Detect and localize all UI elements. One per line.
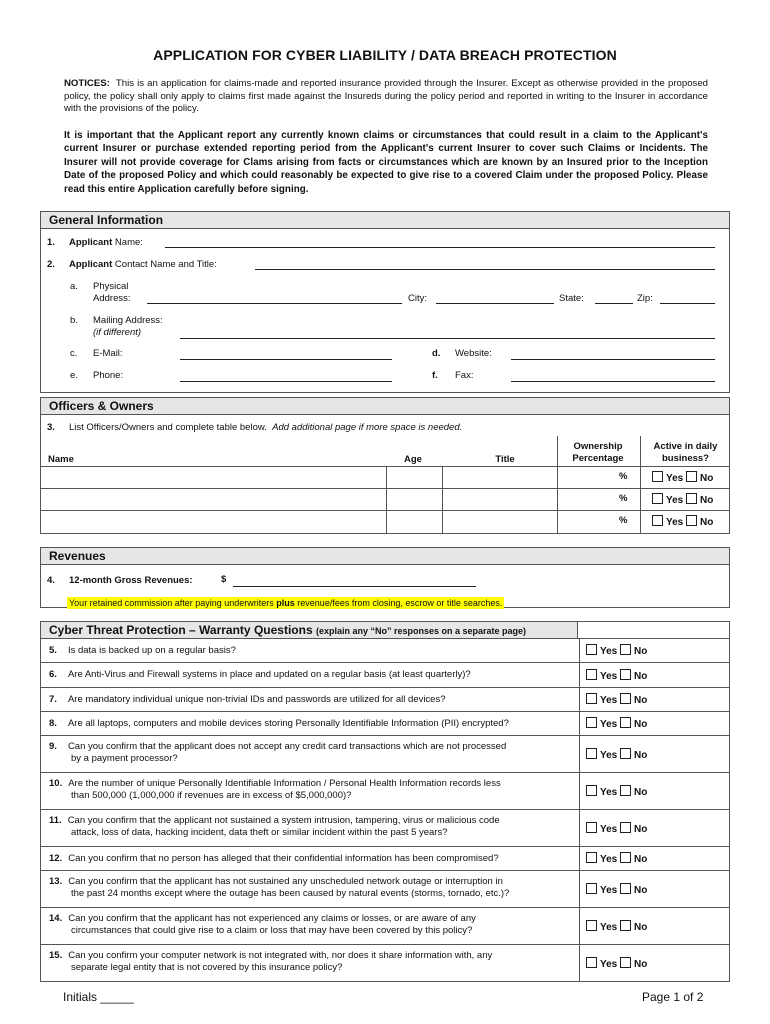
q3-number: 3. xyxy=(47,422,55,433)
yes-no-cell xyxy=(579,810,648,846)
city-label: City: xyxy=(408,293,427,304)
applicant-contact-field[interactable] xyxy=(255,269,715,270)
column-header-active: Active in daily business? xyxy=(653,441,718,464)
question-number: 14. xyxy=(49,913,63,924)
question-line-2: attack, loss of data, hacking incident, data theft or similar incident within the past 5 years? xyxy=(71,827,448,838)
yes-no-cell xyxy=(579,736,648,772)
yes-no-cell xyxy=(579,847,648,870)
yes-checkbox[interactable] xyxy=(652,493,663,504)
ownership-percent-sign: % xyxy=(619,515,628,526)
officer-title-cell[interactable] xyxy=(443,510,557,532)
yes-no-cell xyxy=(579,945,648,981)
q4-number: 4. xyxy=(47,575,55,586)
no-checkbox[interactable] xyxy=(620,748,631,759)
no-label: No xyxy=(634,670,648,682)
yes-no-cell xyxy=(579,712,648,735)
question-number: 5. xyxy=(49,645,57,656)
warranty-question-text xyxy=(49,853,499,865)
yes-label: Yes xyxy=(600,921,618,933)
question-line-2: than 500,000 (1,000,000 if revenues are in excess of $5,000,000)? xyxy=(71,790,352,801)
officers-table-divider xyxy=(640,436,641,534)
warranty-question-text xyxy=(49,815,500,839)
physical-address-label-line1: Physical xyxy=(93,281,129,292)
no-checkbox[interactable] xyxy=(620,717,631,728)
question-line-1: Is data is backed up on a regular basis? xyxy=(67,645,236,656)
question-number: 15. xyxy=(49,950,63,961)
website-letter: d. xyxy=(432,348,441,359)
question-line-1: Are Anti-Virus and Firewall systems in place and updated on a regular basis (at least quarterly)? xyxy=(67,669,471,680)
question-line-2: by a payment processor? xyxy=(71,753,178,764)
yes-no-cell xyxy=(579,688,648,711)
notice-label: NOTICES: xyxy=(64,78,110,89)
yes-checkbox[interactable] xyxy=(586,920,597,931)
ownership-percent-sign: % xyxy=(619,471,628,482)
warranty-question-text xyxy=(49,950,492,974)
yes-label: Yes xyxy=(600,958,618,970)
yes-checkbox[interactable] xyxy=(586,883,597,894)
no-checkbox[interactable] xyxy=(620,883,631,894)
question-number: 13. xyxy=(49,876,63,887)
no-checkbox[interactable] xyxy=(620,669,631,680)
dollar-sign: $ xyxy=(221,574,227,585)
phone-letter: e. xyxy=(70,370,78,381)
no-label: No xyxy=(634,786,648,798)
yes-label: Yes xyxy=(600,823,618,835)
warranty-question-text xyxy=(49,669,471,681)
yes-no-cell xyxy=(579,663,648,687)
warranty-header-blank xyxy=(578,621,730,639)
warranty-question-row xyxy=(40,908,730,945)
yes-label: Yes xyxy=(600,854,618,865)
q3-instruction: List Officers/Owners and complete table below. Add additional page if more space is needed. xyxy=(69,422,463,433)
question-line-1: Can you confirm your computer network is not integrated with, nor does it share information with, any xyxy=(68,950,493,961)
notice-bold-paragraph: It is important that the Applicant report any currently known claims or circumstances that could result in a claim to the Applicant's current Insurer or purchase extended reporting period from the Applicant's current Insurer to cover such Claims or Incidents. The Insurer will not provide coverage for Clams arising from facts or circumstances which are known by an Insured prior to the Inception Date of the proposed Policy and which could reasonably be expected to give rise to a covered Claim under the proposed Policy. Please read this entire Application carefully before signing. xyxy=(64,130,708,195)
no-checkbox[interactable] xyxy=(620,920,631,931)
question-line-2: circumstances that could give rise to a claim or loss that may have been covered by this policy? xyxy=(71,925,473,936)
no-checkbox[interactable] xyxy=(620,644,631,655)
no-label: No xyxy=(634,695,648,706)
yes-label: Yes xyxy=(600,695,618,706)
mailing-address-letter: b. xyxy=(70,315,78,326)
state-field[interactable] xyxy=(595,303,633,304)
warranty-question-text xyxy=(49,778,501,802)
zip-field[interactable] xyxy=(660,303,715,304)
q2-number: 2. xyxy=(47,259,55,270)
question-line-1: Can you confirm that the applicant has not sustained any unscheduled network outage or interruption in xyxy=(68,876,503,887)
yes-label: Yes xyxy=(600,749,618,761)
yes-checkbox[interactable] xyxy=(586,717,597,728)
column-header-title: Title xyxy=(495,454,515,465)
notice-text: This is an application for claims-made and reported insurance provided through the Insurer. Except as otherwise provided in the proposed policy, the policy shall only apply to claims first made against the Insureds during the policy period and reported in writing to the Insurer in accordance with the provisions of the policy. xyxy=(64,78,708,115)
applicant-contact-label: Applicant Contact Name and Title: xyxy=(69,259,217,270)
active-yes-no: Yes No xyxy=(652,493,713,506)
zip-label: Zip: xyxy=(637,293,653,304)
question-number: 11. xyxy=(49,815,62,826)
revenues-note: Your retained commission after paying underwriters plus revenue/fees from closing, escrow or title searches. xyxy=(69,598,503,608)
no-checkbox[interactable] xyxy=(686,515,697,526)
ownership-percent-sign: % xyxy=(619,493,628,504)
column-header-ownership: Ownership Percentage xyxy=(572,441,624,464)
warranty-question-row xyxy=(40,688,730,712)
phone-field[interactable] xyxy=(180,381,392,382)
warranty-question-text xyxy=(49,741,506,765)
column-header-age: Age xyxy=(404,454,422,465)
officer-name-cell[interactable] xyxy=(40,488,386,510)
yes-checkbox[interactable] xyxy=(586,852,597,863)
question-line-2: the past 24 months except where the outage has been caused by natural events (storms, tornado, etc.)? xyxy=(71,888,510,899)
warranty-question-row xyxy=(40,712,730,736)
warranty-question-row xyxy=(40,639,730,663)
website-label: Website: xyxy=(455,348,492,359)
no-checkbox[interactable] xyxy=(686,493,697,504)
mailing-address-label-line2: (if different) xyxy=(93,327,142,338)
no-label: No xyxy=(634,958,648,970)
yes-label: Yes xyxy=(600,786,618,798)
active-yes-no: Yes No xyxy=(652,471,713,484)
yes-checkbox[interactable] xyxy=(652,471,663,482)
applicant-name-label: Applicant Name: xyxy=(69,237,143,248)
officers-table-divider xyxy=(557,436,558,534)
city-field[interactable] xyxy=(436,303,554,304)
email-letter: c. xyxy=(70,348,78,359)
yes-checkbox[interactable] xyxy=(586,693,597,704)
question-line-1: Can you confirm that the applicant has not experienced any claims or losses, or are aware of any xyxy=(68,913,476,924)
warranty-question-row xyxy=(40,736,730,773)
officer-name-cell[interactable] xyxy=(40,510,386,532)
initials-field[interactable]: Initials _____ xyxy=(63,990,134,1004)
email-field[interactable] xyxy=(180,359,392,360)
yes-label: Yes xyxy=(600,884,618,896)
question-number: 8. xyxy=(49,718,57,729)
mailing-address-label-line1: Mailing Address: xyxy=(93,315,163,326)
notice-paragraph xyxy=(64,78,708,116)
question-line-2: separate legal entity that is not covered by this insurance policy? xyxy=(71,962,343,973)
warranty-question-text xyxy=(49,645,236,657)
physical-address-field[interactable] xyxy=(147,303,402,304)
mailing-address-field[interactable] xyxy=(180,338,715,339)
yes-checkbox[interactable] xyxy=(586,822,597,833)
no-checkbox[interactable] xyxy=(620,785,631,796)
warranty-question-row xyxy=(40,847,730,871)
email-label: E-Mail: xyxy=(93,348,123,359)
question-line-1: Can you confirm that the applicant does not accept any credit card transactions which are not processed xyxy=(67,741,507,752)
officer-age-cell[interactable] xyxy=(387,488,442,510)
yes-checkbox[interactable] xyxy=(586,957,597,968)
yes-checkbox[interactable] xyxy=(652,515,663,526)
fax-field[interactable] xyxy=(511,381,715,382)
fax-letter: f. xyxy=(432,370,438,381)
yes-no-cell xyxy=(579,639,648,662)
yes-no-cell xyxy=(579,908,648,944)
officer-age-cell[interactable] xyxy=(387,466,442,488)
yes-checkbox[interactable] xyxy=(586,644,597,655)
warranty-question-row xyxy=(40,773,730,810)
question-number: 12. xyxy=(49,853,63,864)
no-checkbox[interactable] xyxy=(620,822,631,833)
officers-owners-header: Officers & Owners xyxy=(40,397,730,415)
column-header-name: Name xyxy=(48,454,74,465)
no-checkbox[interactable] xyxy=(620,693,631,704)
no-checkbox[interactable] xyxy=(686,471,697,482)
yes-no-cell xyxy=(579,871,648,907)
question-line-1: Can you confirm that no person has alleged that their confidential information has been compromised? xyxy=(68,853,499,864)
page-title: APPLICATION FOR CYBER LIABILITY / DATA BREACH PROTECTION xyxy=(153,47,617,63)
page-number: Page 1 of 2 xyxy=(642,990,704,1004)
general-information-header: General Information xyxy=(40,211,730,229)
yes-checkbox[interactable] xyxy=(586,748,597,759)
website-field[interactable] xyxy=(511,359,715,360)
warranty-question-row xyxy=(40,945,730,982)
warranty-question-row xyxy=(40,810,730,847)
revenues-header: Revenues xyxy=(40,547,730,565)
no-checkbox[interactable] xyxy=(620,852,631,863)
warranty-question-row xyxy=(40,663,730,688)
question-number: 7. xyxy=(49,694,57,705)
no-checkbox[interactable] xyxy=(620,957,631,968)
no-label: No xyxy=(634,854,648,865)
yes-checkbox[interactable] xyxy=(586,669,597,680)
yes-label: Yes xyxy=(600,719,618,730)
officer-name-cell[interactable] xyxy=(40,466,386,488)
q1-number: 1. xyxy=(47,237,55,248)
question-number: 10. xyxy=(49,778,63,789)
warranty-question-text xyxy=(49,913,476,937)
no-label: No xyxy=(634,749,648,761)
question-line-1: Are all laptops, computers and mobile devices storing Personally Identifiable Information (PII) encrypted? xyxy=(67,718,509,729)
yes-label: Yes xyxy=(600,670,618,682)
yes-checkbox[interactable] xyxy=(586,785,597,796)
no-label: No xyxy=(634,823,648,835)
question-number: 6. xyxy=(49,669,57,680)
yes-label: Yes xyxy=(600,646,618,657)
warranty-question-text xyxy=(49,694,446,706)
question-number: 9. xyxy=(49,741,57,752)
applicant-name-field[interactable] xyxy=(165,247,715,248)
physical-address-letter: a. xyxy=(70,281,78,292)
gross-revenues-field[interactable] xyxy=(233,586,476,587)
officer-title-cell[interactable] xyxy=(443,466,557,488)
warranty-question-text xyxy=(49,718,509,730)
physical-address-label-line2: Address: xyxy=(93,293,131,304)
phone-label: Phone: xyxy=(93,370,124,381)
question-line-1: Are the number of unique Personally Identifiable Information / Personal Health Information records less xyxy=(68,778,501,789)
gross-revenues-label: 12-month Gross Revenues: xyxy=(69,575,193,586)
active-yes-no: Yes No xyxy=(652,515,713,528)
state-label: State: xyxy=(559,293,584,304)
warranty-questions-header: Cyber Threat Protection – Warranty Questions (explain any “No” responses on a separate page) xyxy=(40,621,578,639)
officer-title-cell[interactable] xyxy=(443,488,557,510)
no-label: No xyxy=(634,646,648,657)
yes-no-cell xyxy=(579,773,648,809)
no-label: No xyxy=(634,884,648,896)
warranty-question-row xyxy=(40,871,730,908)
question-line-1: Are mandatory individual unique non-trivial IDs and passwords are utilized for all devices? xyxy=(67,694,446,705)
no-label: No xyxy=(634,921,648,933)
general-information-section xyxy=(40,228,730,393)
no-label: No xyxy=(634,719,648,730)
fax-label: Fax: xyxy=(455,370,474,381)
officer-age-cell[interactable] xyxy=(387,510,442,532)
question-line-1: Can you confirm that the applicant not sustained a system intrusion, tampering, virus or malicious code xyxy=(67,815,500,826)
warranty-question-text xyxy=(49,876,509,900)
